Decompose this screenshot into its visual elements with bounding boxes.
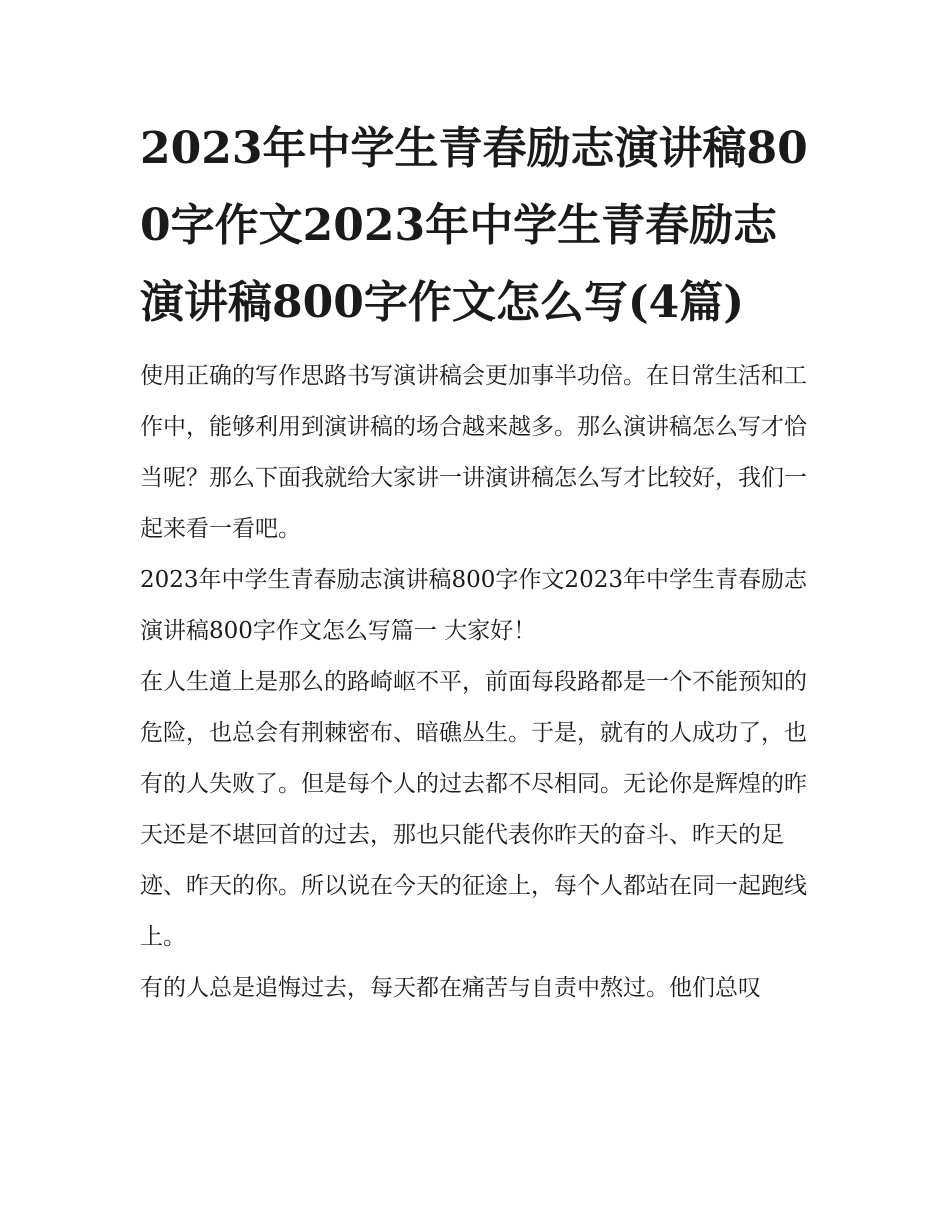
paragraph-body-2: 有的人总是追悔过去，每天都在痛苦与自责中熬过。他们总叹 — [140, 975, 761, 1001]
paragraph-intro: 使用正确的写作思路书写演讲稿会更加事半功倍。在日常生活和工作中，能够利用到演讲稿的场合越来越多。那么演讲稿怎么写才恰当呢？那么下面我就给大家讲一讲演讲稿怎么写才比较好，我们一起来看一看吧。 — [140, 363, 807, 542]
paragraph-body-1: 在人生道上是那么的路崎岖不平，前面每段路都是一个不能预知的危险，也总会有荆棘密布、暗礁丛生。于是，就有的人成功了，也有的人失败了。但是每个人的过去都不尽相同。无论你是辉煌的昨天还是不堪回首的过去，那也只能代表你昨天的奋斗、昨天的足迹、昨天的你。所以说在今天的征途上，每个人都站在同一起跑线上。 — [140, 669, 807, 950]
document-title: 2023年中学生青春励志演讲稿800字作文2023年中学生青春励志演讲稿800字作文怎么写(4篇) — [140, 123, 808, 328]
document-page — [140, 110, 814, 1014]
paragraph-heading-article-1: 2023年中学生青春励志演讲稿800字作文2023年中学生青春励志演讲稿800字作文怎么写篇一 大家好！ — [140, 567, 807, 644]
